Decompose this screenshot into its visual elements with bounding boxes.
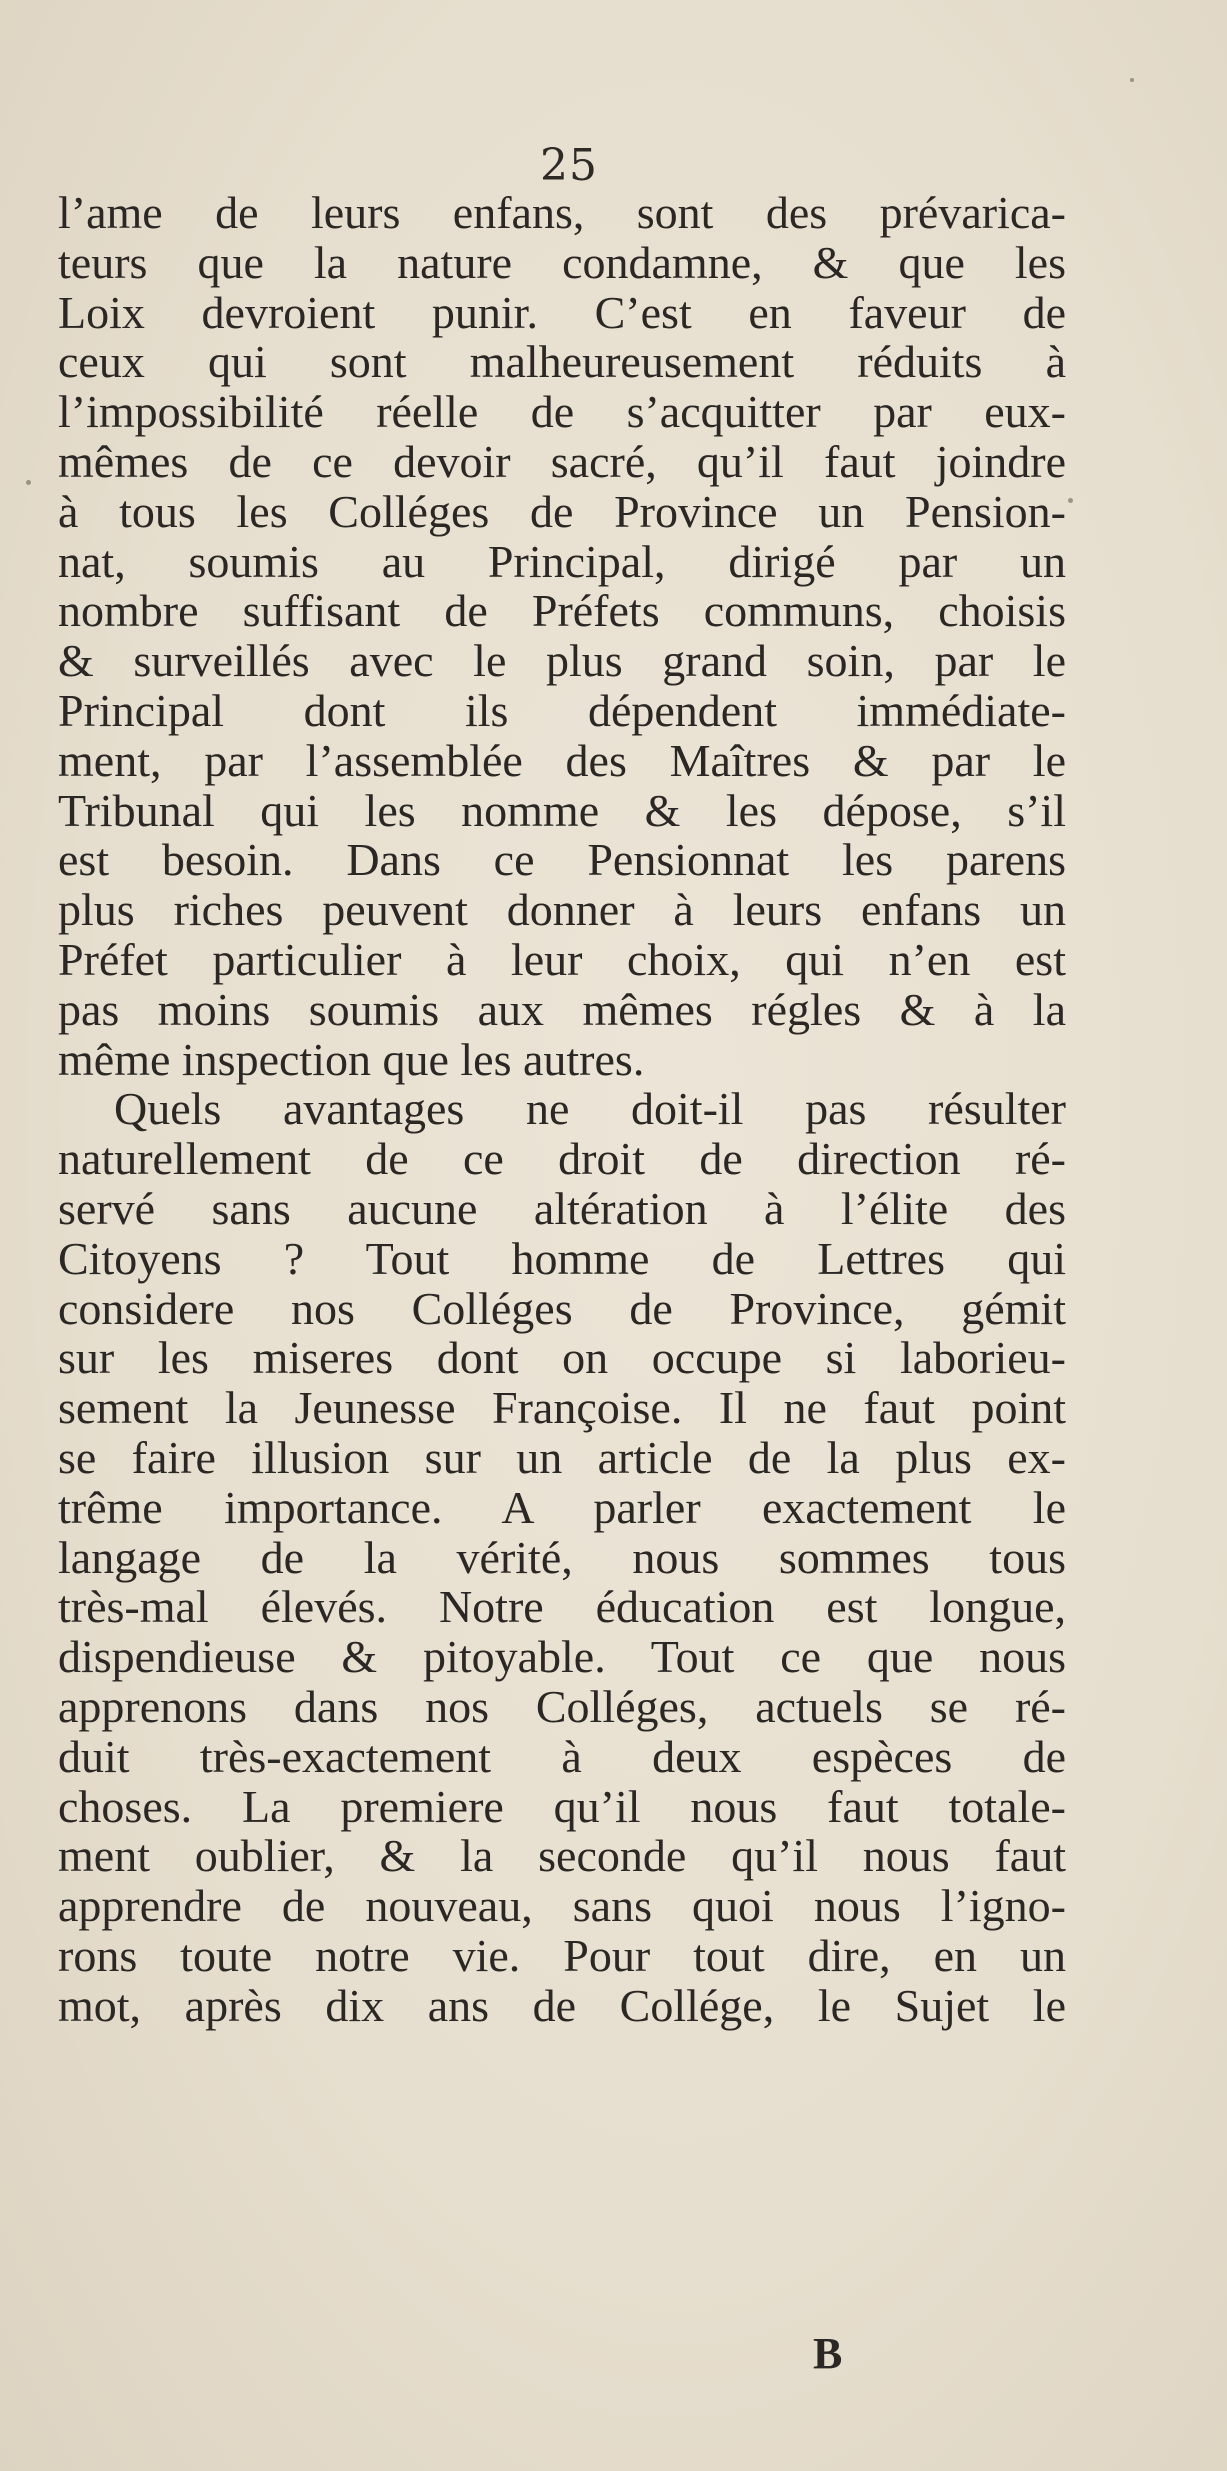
text-line: Préfet particulier à leur choix, qui n’en est — [58, 933, 1066, 985]
text-line: très-mal élevés. Notre éducation est longue, — [58, 1581, 1066, 1633]
text-line: dispendieuse & pitoyable. Tout ce que nous — [58, 1631, 1066, 1683]
paragraph-start-line: Quels avantages ne doit-il pas résulter — [114, 1083, 1066, 1135]
paper-speck — [1068, 498, 1073, 503]
text-line: ceux qui sont malheureusement réduits à — [58, 336, 1066, 388]
paper-speck — [1130, 78, 1134, 82]
text-line: naturellement de ce droit de direction ré- — [58, 1133, 1066, 1185]
body-text — [58, 188, 1066, 2030]
text-line: considere nos Colléges de Province, gémit — [58, 1282, 1066, 1334]
text-line: nombre suffisant de Préfets communs, choisis — [58, 585, 1066, 637]
text-line: mêmes de ce devoir sacré, qu’il faut joindre — [58, 435, 1066, 487]
text-line: l’ame de leurs enfans, sont des prévarica- — [58, 187, 1066, 238]
paper-speck — [26, 480, 31, 485]
page-number: 25 — [540, 140, 598, 191]
text-line: plus riches peuvent donner à leurs enfans un — [58, 884, 1066, 936]
text-line: nat, soumis au Principal, dirigé par un — [58, 535, 1066, 587]
text-line: Principal dont ils dépendent immédiate- — [58, 684, 1066, 736]
text-line: ment, par l’assemblée des Maîtres & par le — [58, 734, 1066, 786]
text-line: sement la Jeunesse Françoise. Il ne faut point — [58, 1382, 1066, 1434]
text-line: servé sans aucune altération à l’élite des — [58, 1182, 1066, 1234]
text-line: se faire illusion sur un article de la plus ex- — [58, 1431, 1066, 1483]
text-line: sur les miseres dont on occupe si laborieu- — [58, 1332, 1066, 1384]
text-line: ment oublier, & la seconde qu’il nous faut — [58, 1830, 1066, 1882]
text-line: rons toute notre vie. Pour tout dire, en un — [58, 1929, 1066, 1981]
text-line: mot, après dix ans de Collége, le Sujet le — [58, 1979, 1066, 2031]
text-line: Loix devroient punir. C’est en faveur de — [58, 286, 1066, 338]
paragraph-end-line: même inspection que les autres. — [58, 1033, 645, 1085]
text-line: duit très-exactement à deux espèces de — [58, 1730, 1066, 1782]
text-line: pas moins soumis aux mêmes régles & à la — [58, 983, 1066, 1035]
text-line: teurs que la nature condamne, & que les — [58, 236, 1066, 288]
text-line: choses. La premiere qu’il nous faut totale- — [58, 1780, 1066, 1832]
text-line: à tous les Colléges de Province un Pension- — [58, 485, 1066, 537]
text-line: Tribunal qui les nomme & les dépose, s’il — [58, 784, 1066, 836]
text-line: l’impossibilité réelle de s’acquitter par eux- — [58, 386, 1066, 438]
text-line: & surveillés avec le plus grand soin, par le — [58, 635, 1066, 687]
text-line: langage de la vérité, nous sommes tous — [58, 1531, 1066, 1583]
text-line: apprendre de nouveau, sans quoi nous l’igno- — [58, 1880, 1066, 1932]
text-line: Citoyens ? Tout homme de Lettres qui — [58, 1232, 1066, 1284]
text-line: trême importance. A parler exactement le — [58, 1481, 1066, 1533]
text-line: apprenons dans nos Colléges, actuels se ré- — [58, 1680, 1066, 1732]
text-line: est besoin. Dans ce Pensionnat les parens — [58, 834, 1066, 886]
signature-mark: B — [813, 2329, 843, 2378]
